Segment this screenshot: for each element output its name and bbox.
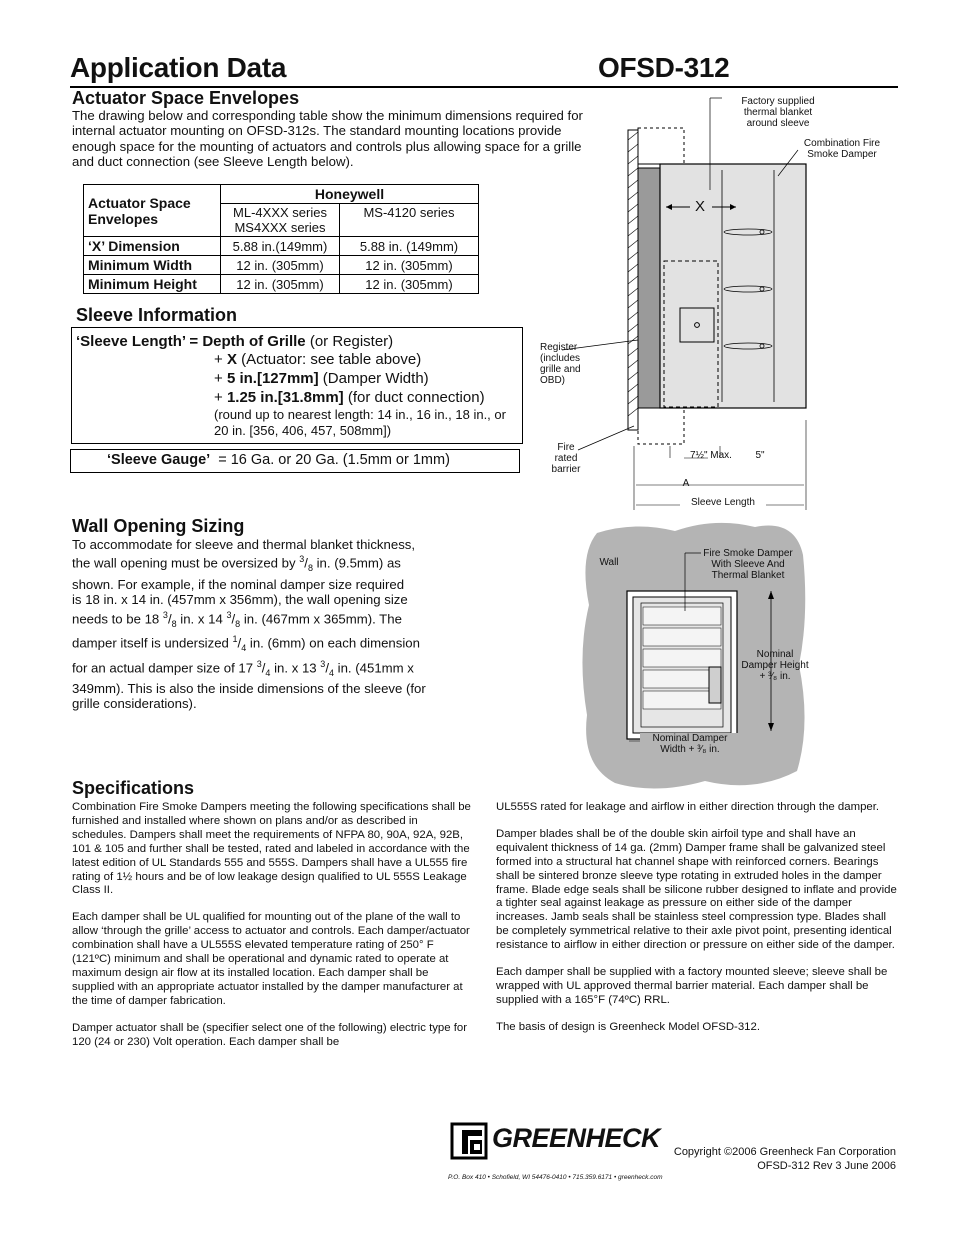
wall-line: is 18 in. x 14 in. (457mm x 356mm), the wall opening size xyxy=(72,592,408,608)
sleeve-formula-label: ‘Sleeve Length’ = xyxy=(76,333,203,350)
table-corner: Actuator Space Envelopes xyxy=(84,185,221,237)
wall-text: for an actual damper size of 17 xyxy=(72,659,257,675)
copyright-block xyxy=(660,1145,896,1173)
spec-paragraph: Each damper shall be supplied with a factory mounted sleeve; sleeve shall be wrapped with UL approved thermal barrier material. Each damper shall be supplied with a 165°F (74ºC) RRL. xyxy=(496,966,888,1006)
wall-text: needs to be 18 xyxy=(72,611,163,627)
sleeve-gauge xyxy=(107,452,450,468)
specs-heading: Specifications xyxy=(72,778,195,798)
fsd-sleeve-label: Fire Smoke Damper With Sleeve And Thermal Blanket xyxy=(703,548,793,581)
sleeve-length-label: Sleeve Length xyxy=(680,497,766,508)
row-value: 12 in. (305mm) xyxy=(221,275,340,294)
row-value: 5.88 in. (149mm) xyxy=(340,237,479,256)
frac-num: 3 xyxy=(162,609,168,620)
table-row xyxy=(84,256,479,275)
frac-den: 8 xyxy=(307,563,313,574)
a-label: A xyxy=(682,478,690,489)
wall-line: shown. For example, if the nominal damper size required xyxy=(72,576,405,592)
sleeve-term: X xyxy=(226,351,237,368)
wall-text: in. (451mm x xyxy=(334,659,414,675)
frac-num: 3 xyxy=(299,554,305,565)
wall-text: in. x 14 xyxy=(176,611,227,627)
row-value: 5.88 in.(149mm) xyxy=(221,237,340,256)
wall-label: Wall xyxy=(599,557,619,568)
frac-num: 1 xyxy=(232,634,238,645)
sleeve-term-note: (Damper Width) xyxy=(318,370,429,387)
sleeve-term: 1.25 in.[31.8mm] xyxy=(226,389,344,406)
wall-line: the wall opening must be oversized by $^3/_8$ in. (9.5mm) as xyxy=(72,554,401,574)
sleeve-line-3 xyxy=(214,369,429,388)
nominal-height-label: Nominal Damper Height + ³⁄₈ in. xyxy=(741,649,809,682)
actuator-table xyxy=(83,184,479,294)
fire-barrier-label: Fire rated barrier xyxy=(551,442,581,475)
gauge-value: = 16 Ga. or 20 Ga. (1.5mm or 1mm) xyxy=(218,452,450,468)
plus-sign: + xyxy=(214,370,227,387)
frac-num: 3 xyxy=(226,609,232,620)
wall-text: the wall opening must be oversized by xyxy=(72,555,300,571)
wall-text: in. x 13 xyxy=(270,659,321,675)
plus-sign: + xyxy=(214,351,227,368)
spec-paragraph: The basis of design is Greenheck Model OFSD-312. xyxy=(496,1020,761,1033)
wall-text: damper itself is undersized xyxy=(72,635,233,651)
greenheck-logo-icon xyxy=(450,1122,490,1160)
table-row xyxy=(84,237,479,256)
actuator-body: The drawing below and corresponding table show the minimum dimensions required for internal actuator mounting on OFSD-312s. The standard mounting locations provide enough space for the mounting of actuators and controls plus allowing space for a grille and duct connection (see Sleeve Length below). xyxy=(72,108,583,170)
nominal-width-label: Nominal Damper Width + ³⁄₈ in. xyxy=(640,733,740,755)
wall-line: grille considerations). xyxy=(72,696,197,712)
greenheck-logo-text: GREENHECK xyxy=(492,1123,661,1153)
wall-line: needs to be 18 $^3/_8$ in. x 14 $^3/_8$ in. (467mm x 365mm). The xyxy=(72,609,402,629)
row-value: 12 in. (305mm) xyxy=(340,256,479,275)
wall-text: in. (9.5mm) as xyxy=(312,555,401,571)
register-label: Register (includes grille and OBD) xyxy=(540,342,581,386)
spec-paragraph: Each damper shall be UL qualified for mounting out of the plane of the wall to allow ‘through the grille’ access to actuator and controls. Each damper/actuator combination shall have a UL555S elevated temperature rating of 250° F (121ºC) minimum and shall be operational and dynamic rated to operate at maximum design air flow at its installed location. Each damper shall be supplied with an appropriate actuator installed by the damper manufacturer at the time of damper fabrication. xyxy=(72,911,470,1007)
wall-text: in. (6mm) on each dimension xyxy=(246,635,420,651)
spec-paragraph: Damper blades shall be of the double skin airfoil type and shall have an equivalent thickness of 14 ga. (2mm) Damper frame shall be galvanized steel formed into a structural hat channel shape with reinforced corners. Bearings shall be sintered bronze sleeve type rotating in extruded holes in the damper frame. Blade edge seals shall be silicone rubber designed to inflate and provide a tighter seal against leakage as pressure on either side of the damper increases. Jamb seals shall be stainless steel compression type. Blades shall be completely symmetrical relative to their axle pivot point, presenting identical resistance to airflow in either direction or pressure on either side of the damper. xyxy=(496,827,897,952)
actuator-heading: Actuator Space Envelopes xyxy=(72,88,300,108)
row-value: 12 in. (305mm) xyxy=(221,256,340,275)
gauge-label: ‘Sleeve Gauge’ xyxy=(107,452,211,468)
five-inch-label: 5" xyxy=(755,450,765,461)
sleeve-term: 5 in.[127mm] xyxy=(226,370,319,387)
row-label: Minimum Height xyxy=(84,275,221,294)
factory-blanket-label: Factory supplied thermal blanket around sleeve xyxy=(741,96,815,129)
frac-den: 8 xyxy=(171,618,177,629)
sleeve-round-note: (round up to nearest length: 14 in., 16 in., 18 in., or 20 in. [356, 406, 457, 508mm]) xyxy=(214,407,506,438)
specs-left-column xyxy=(72,801,472,1050)
table-group-header: Honeywell xyxy=(221,185,479,204)
copyright-text: Copyright ©2006 Greenheck Fan Corporation xyxy=(673,1146,896,1158)
sleeve-term: Depth of Grille xyxy=(202,333,306,350)
wall-line: 349mm). This is also the inside dimensions of the sleeve (for xyxy=(72,680,426,696)
sleeve-line-4 xyxy=(214,388,485,407)
x-dimension-label: X xyxy=(695,198,706,215)
sleeve-term-note: (or Register) xyxy=(305,333,394,350)
table-col1-header: ML-4XXX series MS4XXX series xyxy=(221,204,340,237)
model-number: OFSD-312 xyxy=(598,52,730,83)
sleeve-term-note: (for duct connection) xyxy=(343,389,485,406)
spec-paragraph: Damper actuator shall be (specifier select one of the following) electric type for 120 (24 or 230) Volt operation. Each damper shall be xyxy=(72,1021,468,1048)
row-label: Minimum Width xyxy=(84,256,221,275)
wall-heading: Wall Opening Sizing xyxy=(72,516,245,536)
wall-line: damper itself is undersized $^1/_4$ in. (6mm) on each dimension xyxy=(72,634,420,654)
combo-damper-label: Combination Fire Smoke Damper xyxy=(803,138,881,160)
company-address: P.O. Box 410 • Schofield, WI 54476-0410 • 715.359.6171 • greenheck.com xyxy=(448,1174,663,1181)
sleeve-heading: Sleeve Information xyxy=(76,305,238,325)
specs-right-column xyxy=(496,801,898,1035)
page-title: Application Data xyxy=(70,52,287,83)
row-value: 12 in. (305mm) xyxy=(340,275,479,294)
revision-text: OFSD-312 Rev 3 June 2006 xyxy=(757,1160,896,1172)
wall-body xyxy=(72,537,472,712)
wall-line: To accommodate for sleeve and thermal blanket thickness, xyxy=(72,537,416,552)
sleeve-term-note: (Actuator: see table above) xyxy=(236,351,422,368)
max-dimension-label: 7½" Max. xyxy=(690,450,732,461)
wall-text: in. (467mm x 365mm). The xyxy=(240,611,402,627)
spec-paragraph: Combination Fire Smoke Dampers meeting the following specifications shall be furnished and installed where shown on plans and/or as described in schedules. Dampers shall meet the requirements of NFPA 80, 90A, 92A, 92B, 101 & 105 and further shall be tested, rated and labeled in accordance with the latest edition of UL Standards 555 and 555S. Dampers shall have a UL555 fire rating of 1½ hours and be of low leakage design qualified to UL 555S Leakage Class II. xyxy=(72,801,471,897)
row-label: ‘X’ Dimension xyxy=(84,237,221,256)
spec-paragraph: UL555S rated for leakage and airflow in either direction through the damper. xyxy=(496,801,880,813)
sleeve-line-2 xyxy=(214,350,421,369)
plus-sign: + xyxy=(214,389,227,406)
sleeve-line-1 xyxy=(76,332,393,351)
table-row xyxy=(84,275,479,294)
frac-den: 4 xyxy=(241,643,247,654)
frac-den: 8 xyxy=(235,618,241,629)
table-col2-header: MS-4120 series xyxy=(340,204,479,237)
wall-line: for an actual damper size of 17 $^3/_4$ in. x 13 $^3/_4$ in. (451mm x xyxy=(72,658,414,678)
